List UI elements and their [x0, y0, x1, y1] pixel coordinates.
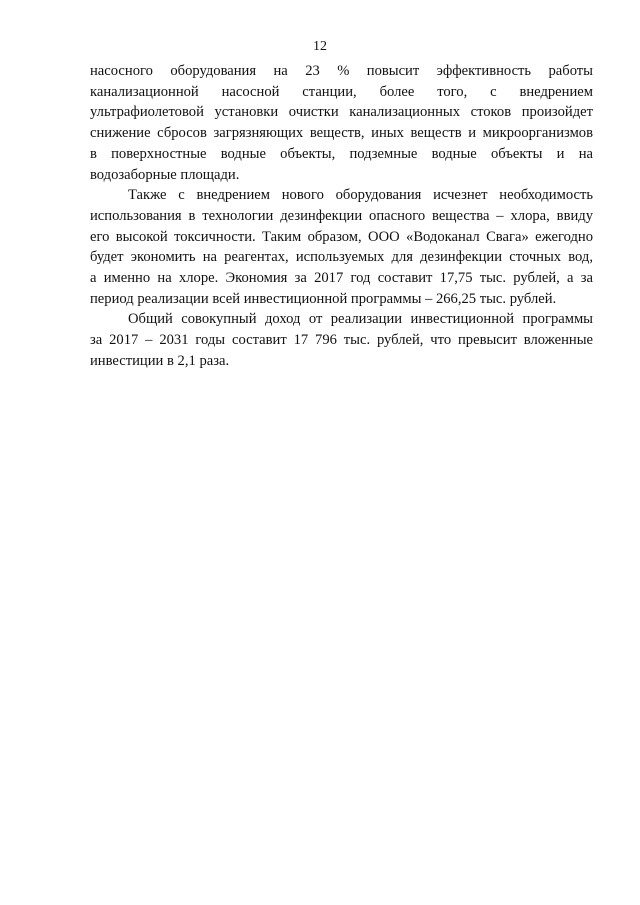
text-line: водозаборные площади. [90, 166, 240, 183]
text-line: использования в технологии дезинфекции опасного вещества – хлора, ввиду [90, 207, 593, 224]
text-line: за 2017 – 2031 годы составит 17 796 тыс. рублей, что превысит вложенные [90, 332, 593, 349]
paragraph-2 [90, 185, 593, 309]
page-number: 12 [313, 39, 327, 54]
text-line: Общий совокупный доход от реализации инвестиционной программы [128, 311, 593, 328]
text-line: а именно на хлоре. Экономия за 2017 год составит 17,75 тыс. рублей, а за [90, 270, 593, 287]
text-line: снижение сбросов загрязняющих веществ, иных веществ и микроорганизмов [90, 125, 593, 142]
document-body [90, 61, 593, 372]
text-line: будет экономить на реагентах, используемых для дезинфекции сточных вод, [90, 249, 593, 266]
text-line: Также с внедрением нового оборудования исчезнет необходимость [128, 187, 593, 204]
paragraph-3 [90, 309, 593, 371]
text-line: ультрафиолетовой установки очистки канализационных стоков произойдет [90, 104, 593, 121]
text-line: инвестиции в 2,1 раза. [90, 352, 230, 369]
text-line: в поверхностные водные объекты, подземные водные объекты и на [90, 145, 593, 162]
text-line: период реализации всей инвестиционной программы – 266,25 тыс. рублей. [90, 290, 557, 307]
text-line: канализационной насосной станции, более того, с внедрением [90, 83, 593, 100]
text-line: его высокой токсичности. Таким образом, ООО «Водоканал Свага» ежегодно [90, 228, 593, 245]
paragraph-1 [90, 61, 593, 185]
text-line: насосного оборудования на 23 % повысит эффективность работы [90, 63, 593, 79]
